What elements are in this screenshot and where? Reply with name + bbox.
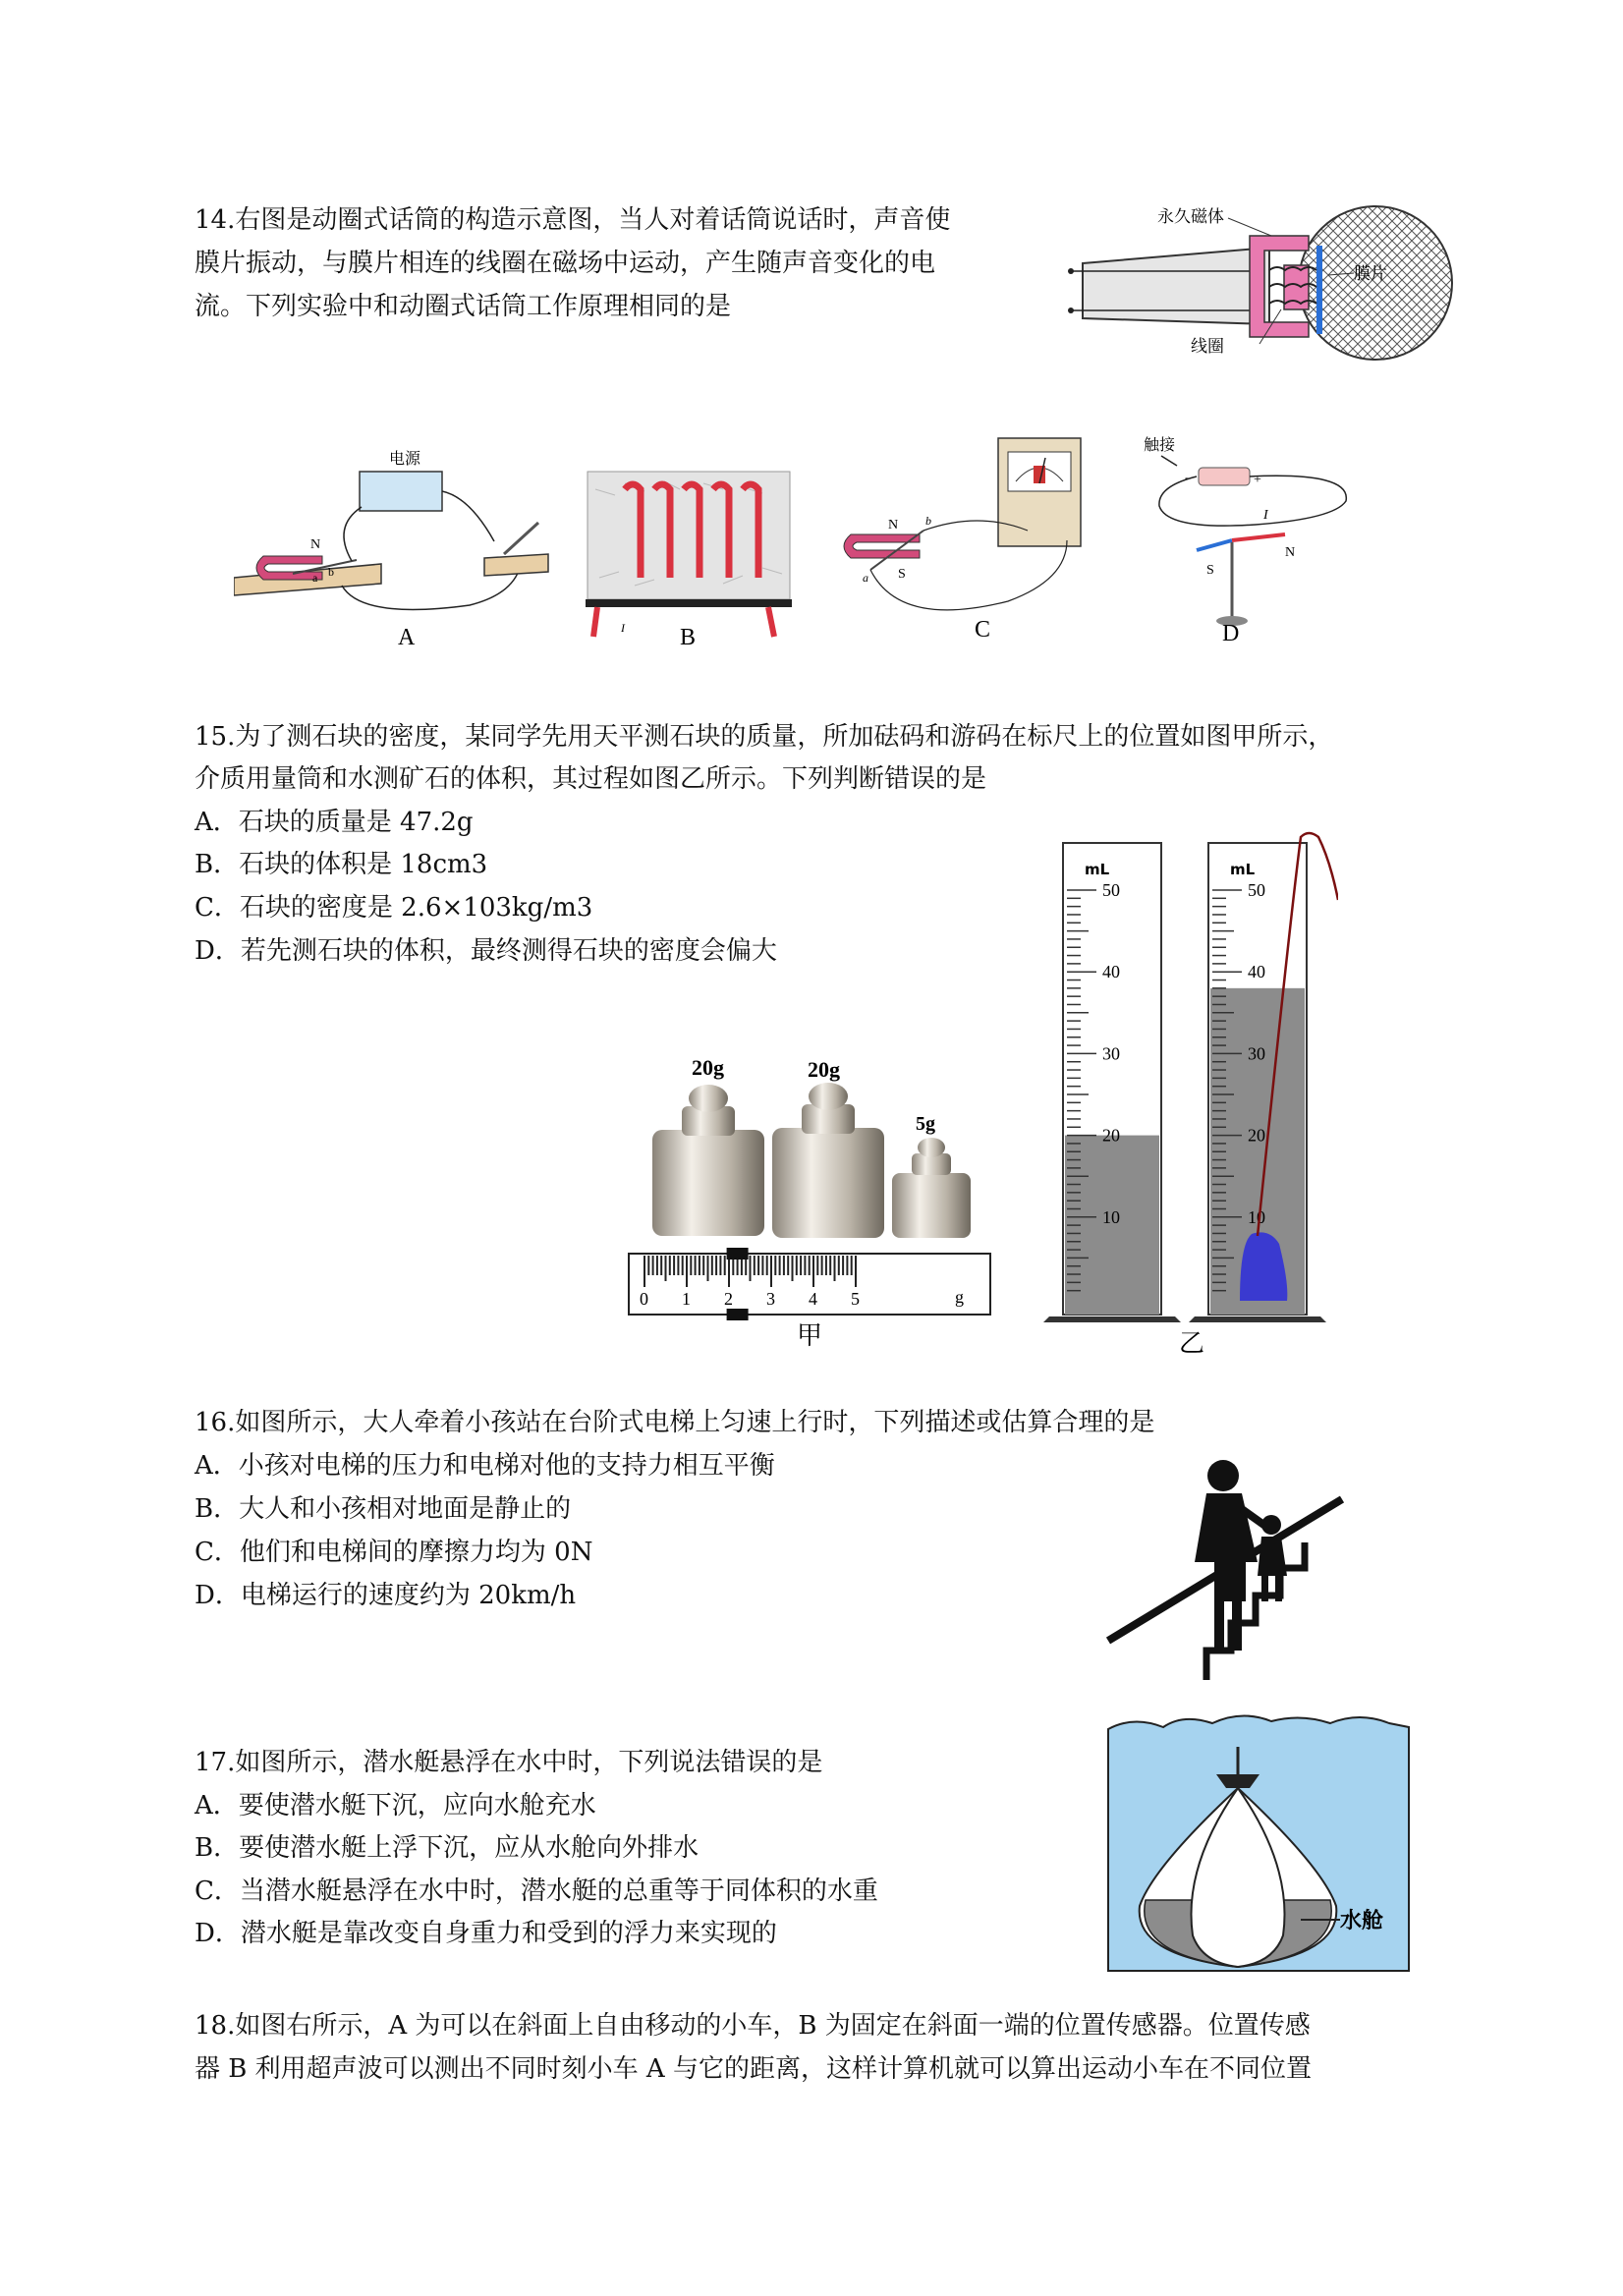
figure-a-motor: [234, 448, 568, 654]
cyl2-unit: mL: [1230, 861, 1256, 878]
figure-d-oersted: [1138, 432, 1364, 648]
microphone-diagram: [1063, 196, 1456, 364]
fig-a-power-label: 电源: [389, 449, 421, 468]
q15-line-1: 15.为了测石块的密度，某同学先用天平测石块的质量，所加砝码和游码在标尺上的位置如图甲所示，: [195, 722, 1334, 752]
cylinder-mark-label: 20: [1248, 1125, 1265, 1146]
weight-2-label: 20g: [808, 1057, 840, 1082]
cylinder-mark-label: 30: [1102, 1043, 1120, 1064]
cylinder-mark-label: 10: [1102, 1206, 1120, 1227]
label-membrane: 膜片: [1354, 264, 1387, 284]
fig-d-plus: +: [1254, 473, 1261, 487]
child-head: [1261, 1515, 1281, 1535]
weight-20g-2: [772, 1083, 884, 1238]
cylinder-after: [1189, 833, 1338, 1322]
scale-tick-label: 2: [724, 1289, 733, 1309]
horseshoe-magnet-c: [844, 534, 920, 558]
weight-20g-1: [652, 1085, 764, 1236]
q15-option-d: D．若先测石块的体积，最终测得石块的密度会偏大: [195, 936, 777, 966]
cylinder-mark-label: 40: [1248, 962, 1265, 982]
q15-option-c: C．石块的密度是 2.6×103kg/m3: [195, 893, 593, 923]
rider-bottom: [727, 1309, 749, 1320]
fig-c-n: N: [888, 518, 899, 532]
q16-line-1: 16.如图所示，大人牵着小孩站在台阶式电梯上匀速上行时，下列描述或估算合理的是: [195, 1408, 1155, 1437]
tank-label: 水舱: [1340, 1909, 1384, 1933]
child-body: [1258, 1537, 1287, 1576]
switch-lever: [504, 523, 538, 554]
figure-submarine: [1104, 1709, 1413, 1975]
adult-head: [1207, 1460, 1239, 1491]
q17-option-b: B．要使潜水艇上浮下沉，应从水舱向外排水: [195, 1833, 700, 1863]
power-supply: [360, 472, 442, 511]
cylinder-mark-label: 50: [1102, 880, 1120, 900]
mic-handle: [1083, 248, 1269, 324]
q14-line-3: 流。下列实验中和动圈式话筒工作原理相同的是: [195, 292, 732, 321]
q17-option-a: A．要使潜水艇下沉，应向水舱充水: [195, 1791, 596, 1820]
weight-5g: [892, 1138, 971, 1238]
cylinder-mark-label: 50: [1248, 880, 1265, 900]
cylinder-mark-label: 10: [1248, 1206, 1265, 1227]
needle-north: [1232, 534, 1285, 540]
fig-c-b: b: [925, 514, 931, 528]
fig-a-a: a: [312, 571, 318, 585]
figure-yi-cylinders: [1043, 831, 1338, 1362]
q14-line-2: 膜片振动，与膜片相连的线圈在磁场中运动，产生随声音变化的电: [195, 249, 936, 278]
scale-tick-label: 5: [851, 1289, 860, 1309]
option-b-label: B: [680, 625, 697, 646]
rider-top: [727, 1248, 749, 1260]
fig-a-n: N: [310, 537, 321, 552]
label-permanent-magnet: 永久磁体: [1157, 207, 1224, 227]
figure-escalator: [1098, 1454, 1354, 1686]
q18-line-1: 18.如图右所示，A 为可以在斜面上自由移动的小车，B 为固定在斜面一端的位置传感器。位置传感: [195, 2011, 1311, 2041]
q17-line-1: 17.如图所示，潜水艇悬浮在水中时，下列说法错误的是: [195, 1748, 823, 1777]
fig-b-current: I: [621, 621, 625, 635]
switch-board: [484, 554, 548, 576]
option-a-label: A: [398, 625, 416, 650]
label-coil: 线圈: [1191, 337, 1224, 357]
weight-3-label: 5g: [916, 1113, 935, 1135]
cylinder-mark-label: 30: [1248, 1043, 1265, 1064]
option-c-label: C: [975, 617, 991, 643]
cylinder-mark-label: 40: [1102, 962, 1120, 982]
scale-tick-label: 4: [809, 1289, 817, 1309]
fig-c-s: S: [898, 567, 906, 582]
q16-option-c: C．他们和电梯间的摩擦力均为 0N: [195, 1538, 593, 1567]
fig-c-a: a: [863, 571, 868, 585]
fig-d-current: I: [1263, 508, 1268, 523]
q18-line-2: 器 B 利用超声波可以测出不同时刻小车 A 与它的距离，这样计算机就可以算出运动小车在不同位置: [195, 2054, 1312, 2084]
q14-line-1: 14.右图是动圈式话筒的构造示意图，当人对着话筒说话时，声音使: [195, 205, 951, 235]
scale-unit: g: [955, 1287, 964, 1307]
fig-d-s: S: [1206, 563, 1214, 578]
q15-line-2: 介质用量筒和水测矿石的体积，其过程如图乙所示。下列判断错误的是: [195, 764, 987, 794]
figure-jia-weights: [625, 1047, 1002, 1352]
q16-option-d: D．电梯运行的速度约为 20km/h: [195, 1581, 577, 1610]
q17-option-d: D．潜水艇是靠改变自身重力和受到的浮力来实现的: [195, 1919, 777, 1948]
q15-option-a: A．石块的质量是 47.2g: [195, 808, 474, 837]
fig-d-touch-label: 触接: [1144, 435, 1176, 454]
figure-c-generator: [841, 432, 1087, 648]
label-jia: 甲: [797, 1321, 823, 1350]
scale-tick-label: 3: [766, 1289, 775, 1309]
cyl1-unit: mL: [1085, 861, 1110, 878]
fig-d-n: N: [1285, 545, 1296, 560]
scale-tick-label: 1: [682, 1289, 691, 1309]
cylinder-mark-label: 20: [1102, 1125, 1120, 1146]
q15-option-b: B．石块的体积是 18cm3: [195, 850, 488, 879]
fig-a-b: b: [328, 565, 334, 579]
needle-south: [1197, 540, 1232, 550]
weight-1-label: 20g: [692, 1055, 724, 1080]
scale-tick-label: 0: [640, 1289, 648, 1309]
cylinder-before: [1043, 843, 1181, 1322]
option-d-label: D: [1222, 621, 1240, 646]
battery: [1199, 468, 1250, 485]
q16-option-b: B．大人和小孩相对地面是静止的: [195, 1494, 572, 1524]
q16-option-a: A．小孩对电梯的压力和电梯对他的支持力相互平衡: [195, 1451, 775, 1481]
figure-b-solenoid: [586, 470, 794, 646]
label-yi: 乙: [1179, 1329, 1205, 1358]
q17-option-c: C．当潜水艇悬浮在水中时，潜水艇的总重等于同体积的水重: [195, 1876, 878, 1906]
membrane: [1316, 246, 1322, 334]
fig-d-minus: -: [1185, 471, 1190, 485]
